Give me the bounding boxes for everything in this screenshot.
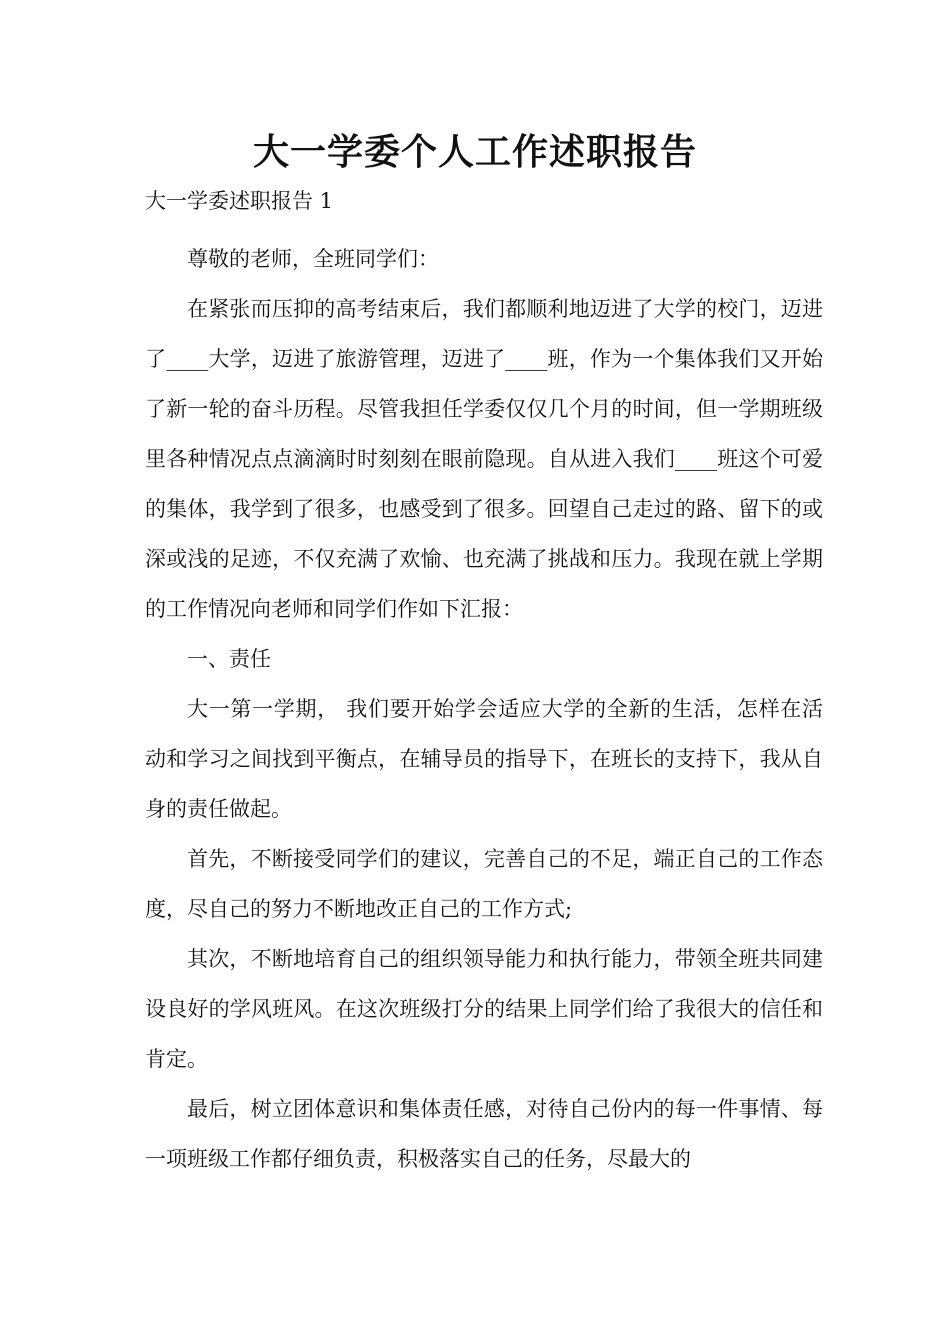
salutation-paragraph: 尊敬的老师，全班同学们： (187, 247, 439, 271)
second-point-paragraph: 其次，不断地培育自己的组织领导能力和执行能力，带领全班共同建设良好的学风班风。在这次班级打分的结果上同学们给了我很大的信任和肯定。 (145, 947, 823, 1071)
report-subtitle: 大一学委述职报告 1 (145, 189, 334, 213)
document-body (145, 234, 823, 1184)
last-point-paragraph: 最后，树立团体意识和集体责任感，对待自己份内的每一件事情、每一项班级工作都仔细负责，积极落实自己的任务，尽最大的 (145, 1097, 823, 1171)
section-heading-responsibility: 一、责任 (187, 647, 271, 671)
first-point-paragraph: 首先，不断接受同学们的建议，完善自己的不足，端正自己的工作态度，尽自己的努力不断地改正自己的工作方式; (145, 847, 823, 921)
intro-paragraph: 在紧张而压抑的高考结束后，我们都顺利地迈进了大学的校门，迈进了____大学，迈进了旅游管理，迈进了____班，作为一个集体我们又开始了新一轮的奋斗历程。尽管我担任学委仅仅几个月的时间，但一学期班级里各种情况点点滴滴时时刻刻在眼前隐现。自从进入我们____班这个可爱的集体，我学到了很多，也感受到了很多。回望自己走过的路、留下的或深或浅的足迹，不仅充满了欢愉、也充满了挑战和压力。我现在就上学期的工作情况向老师和同学们作如下汇报： (145, 297, 823, 621)
document-title: 大一学委个人工作述职报告 (252, 131, 697, 173)
first-semester-paragraph: 大一第一学期， 我们要开始学会适应大学的全新的生活，怎样在活动和学习之间找到平衡点，在辅导员的指导下，在班长的支持下，我从自身的责任做起。 (145, 697, 823, 821)
